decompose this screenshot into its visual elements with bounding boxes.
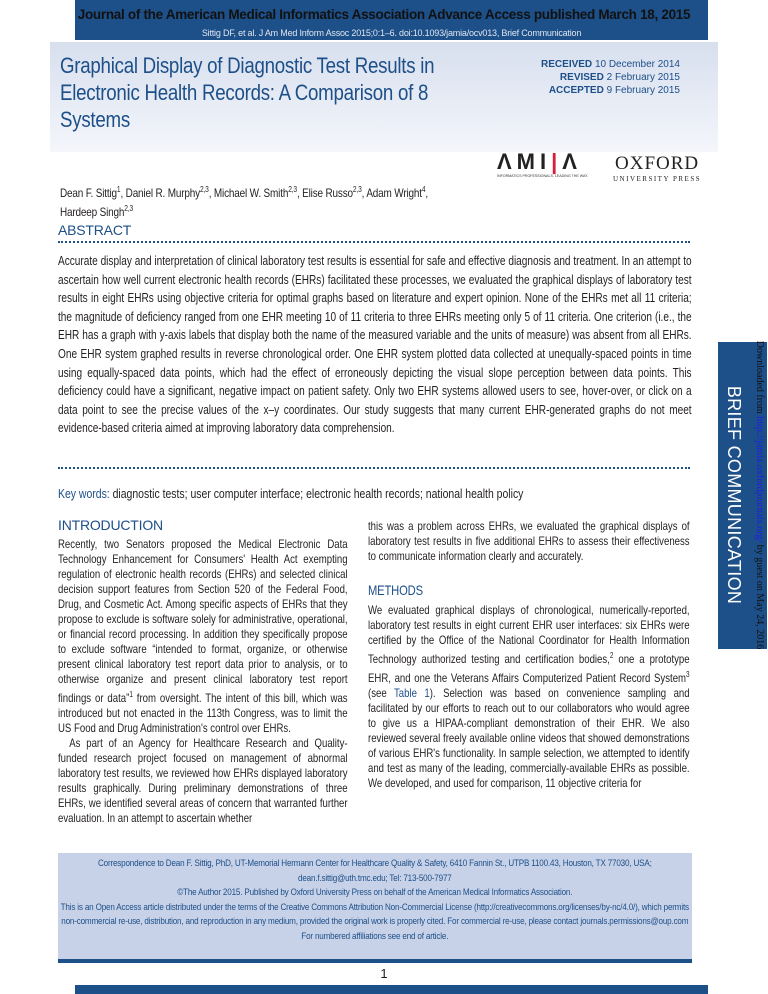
- divider: [58, 241, 690, 243]
- author: Michael W. Smith: [213, 186, 289, 200]
- bottom-bar: [75, 985, 708, 994]
- affiliation-ref: 2,3: [124, 204, 134, 213]
- received-label: RECEIVED: [541, 59, 593, 70]
- accepted-label: ACCEPTED: [548, 85, 604, 96]
- amia-logo: [497, 150, 602, 179]
- oxford-wordmark: OXFORD: [615, 153, 700, 174]
- text: Recently, two Senators proposed the Medical Electronic Data Technology Enhancement for Consumers' Health Act exempting regulation of electronic health records (EHRs) and selected clinical decision support features from Section 520 of the Federal Food, Drug, and Cosmetic Act. Among specific aspects of EHRs that they propose to exclude is software solely for administrative, operational, or financial record processing. In addition they specifically propose to exclude software “intended to format, organize, or otherwise present clinical laboratory test report data prior to analysis, or to otherwise organize and present clinical laboratory test report findings or data”: [58, 537, 348, 705]
- affiliation-ref: 2,3: [199, 185, 209, 194]
- divider: [58, 467, 690, 469]
- text: one a prototype EHR, and one the Veterans Affairs Computerized Patient Record System: [368, 652, 690, 685]
- author: Dean F. Sittig: [60, 186, 117, 200]
- journal-link[interactable]: http://jamia.oxfordjournals.org/: [754, 416, 765, 543]
- affiliations-note: For numbered affiliations see end of article.: [301, 930, 449, 941]
- author: Hardeep Singh: [60, 205, 125, 219]
- running-head: Sittig DF, et al. J Am Med Inform Assoc 2015;0:1–6. doi:10.1093/jamia/ocv013, Brief Communication: [201, 28, 582, 38]
- right-column: [368, 519, 690, 791]
- text: ). Selection was based on convenience sampling and facilitated by our efforts to reach out to our collaborators who would agree to give us a HIPAA-compliant demonstration of their EHR. We also reviewed several freely available online videos that showed demonstrations of various EHR's functionality. In sample selection, we attempted to identify and test as many of the leading, commercially-available EHRs as possible. We developed, and used for comparison, 11 objective criteria for: [368, 686, 690, 790]
- keywords: [58, 486, 689, 502]
- article-dates: [541, 58, 680, 97]
- citation[interactable]: 2: [609, 651, 614, 660]
- citation[interactable]: 1: [129, 690, 133, 699]
- footer-bar: [58, 959, 692, 963]
- affiliation-ref: 1: [116, 185, 121, 194]
- author: Adam Wright: [366, 186, 422, 200]
- affiliation-ref: 2,3: [352, 185, 362, 194]
- text: We evaluated graphical displays of chronological, numerically-reported, laboratory test results in eight current EHR user interfaces: six EHRs were certified by the Office of the National Coordinator for Health Information Technology authorized testing and certification bodies,: [368, 603, 690, 666]
- paragraph: [368, 603, 690, 791]
- introduction-heading: INTRODUCTION: [58, 517, 163, 533]
- citation[interactable]: 3: [686, 670, 690, 679]
- table-1-link[interactable]: Table 1: [393, 686, 430, 700]
- correspondence: Correspondence to Dean F. Sittig, PhD, UT-Memorial Hermann Center for Healthcare Quality & Safety, 6410 Fannin St., UTPB 1100.43, Houston, TX 77030, USA; dean.f.sittig@uth.tmc.edu; Tel: 713-500-7977: [97, 858, 652, 883]
- paragraph: [58, 537, 348, 736]
- revised-date: 2 February 2015: [606, 72, 680, 83]
- footer-notes: [58, 853, 692, 959]
- keywords-label: Key words:: [58, 487, 110, 501]
- accepted-date: 9 February 2015: [606, 85, 680, 96]
- footer-text: [58, 856, 692, 944]
- abstract-heading: ABSTRACT: [58, 222, 132, 238]
- left-column: [58, 537, 348, 826]
- affiliation-ref: 2,3: [288, 185, 297, 194]
- revised-label: REVISED: [559, 72, 604, 83]
- download-stamp: [753, 341, 765, 649]
- abstract-text: Accurate display and interpretation of clinical laboratory test results is essential for safe and effective diagnosis and treatment. In an attempt to ascertain how well current electronic health records (EHRs) facilitated these processes, we evaluated the graphical displays of laboratory test results in eight EHRs using objective criteria for optimal graphs based on literature and expert opinion. None of the EHRs met all 11 criteria; the magnitude of deficiency ranged from one EHR meeting 10 of 11 criteria to three EHRs meeting only 5 of 11 criteria. One criterion (i.e., the EHR has a graph with y-axis labels that display both the name of the measured variable and the units of measure) was absent from all EHRs. One EHR system graphed results in reverse chronological order. One EHR system plotted data collected at unequally-spaced points in time using equally-spaced data points, which had the effect of erroneously depicting the visual slope perception between data points. This deficiency could have a significant, negative impact on patient safety. Only two EHR systems allowed users to see, hover-over, or click on a data point to see the precise values of the x–y coordinates. Our study suggests that many current EHR-generated graphs do not meet evidence-based criteria aimed at improving laboratory data comprehension.: [58, 254, 692, 436]
- oxford-subtitle: UNIVERSITY PRESS: [613, 175, 702, 183]
- author: Daniel R. Murphy: [125, 186, 200, 200]
- keywords-text: diagnostic tests; user computer interface; electronic health records; national health policy: [112, 487, 524, 501]
- author-list: Dean F. Sittig$^1$, Daniel R. Murphy$^{2,3}$, Michael W. Smith$^{2,3}$, Elise Russo$^{2,3}$, Adam Wright$^4$, Hardeep Singh$^{2,3}$: [60, 185, 429, 219]
- text: by guest on May 24, 2016: [754, 542, 765, 650]
- methods-heading: METHODS: [368, 582, 423, 598]
- author: Elise Russo: [302, 186, 353, 200]
- paragraph: this was a problem across EHRs, we evaluated the graphical displays of laboratory test results in five additional EHRs to assess their effectiveness to communicate information clearly and accurately.: [368, 519, 690, 563]
- paragraph: As part of an Agency for Healthcare Research and Quality-funded research project focused on management of abnormal laboratory test results, we reviewed how EHRs displayed laboratory results graphically. During preliminary demonstrations of three EHRs, we identified several areas of concern that warranted further evaluation. In an attempt to ascertain whether: [58, 736, 348, 825]
- amia-tagline: INFORMATICS PROFESSIONALS. LEADING THE WAY.: [497, 174, 589, 178]
- copyright: ©The Author 2015. Published by Oxford University Press on behalf of the American Medical Informatics Association.: [177, 887, 573, 898]
- text: (see: [368, 686, 394, 700]
- text: from oversight. The intent of this bill, which was introduced but not enacted in the 113th Congress, was to limit the US Food and Drug Administration's control over EHRs.: [58, 691, 348, 735]
- text: Downloaded from: [754, 340, 765, 417]
- affiliation-ref: 4: [421, 185, 426, 194]
- section-label: BRIEF COMMUNICATION: [724, 385, 744, 605]
- license: This is an Open Access article distributed under the terms of the Creative Commons Attribution Non-Commercial License (http://creativecommons.org/licenses/by-nc/4.0/), which permits non-commercial re-use, distribution, and reproduction in any medium, provided the original work is properly cited. For commercial re-use, please contact journals.permissions@oup.com: [60, 901, 689, 927]
- oxford-logo: [613, 153, 701, 184]
- article-title: Graphical Display of Diagnostic Test Results in Electronic Health Records: A Comparison of 8 Systems: [60, 53, 435, 132]
- amia-logo-mark: ΛMI|Λ: [497, 149, 582, 174]
- page-number: 1: [380, 966, 388, 981]
- received-date: 10 December 2014: [594, 59, 680, 70]
- journal-advance-access-line: Journal of the American Medical Informatics Association Advance Access published March 18, 2015: [77, 7, 691, 22]
